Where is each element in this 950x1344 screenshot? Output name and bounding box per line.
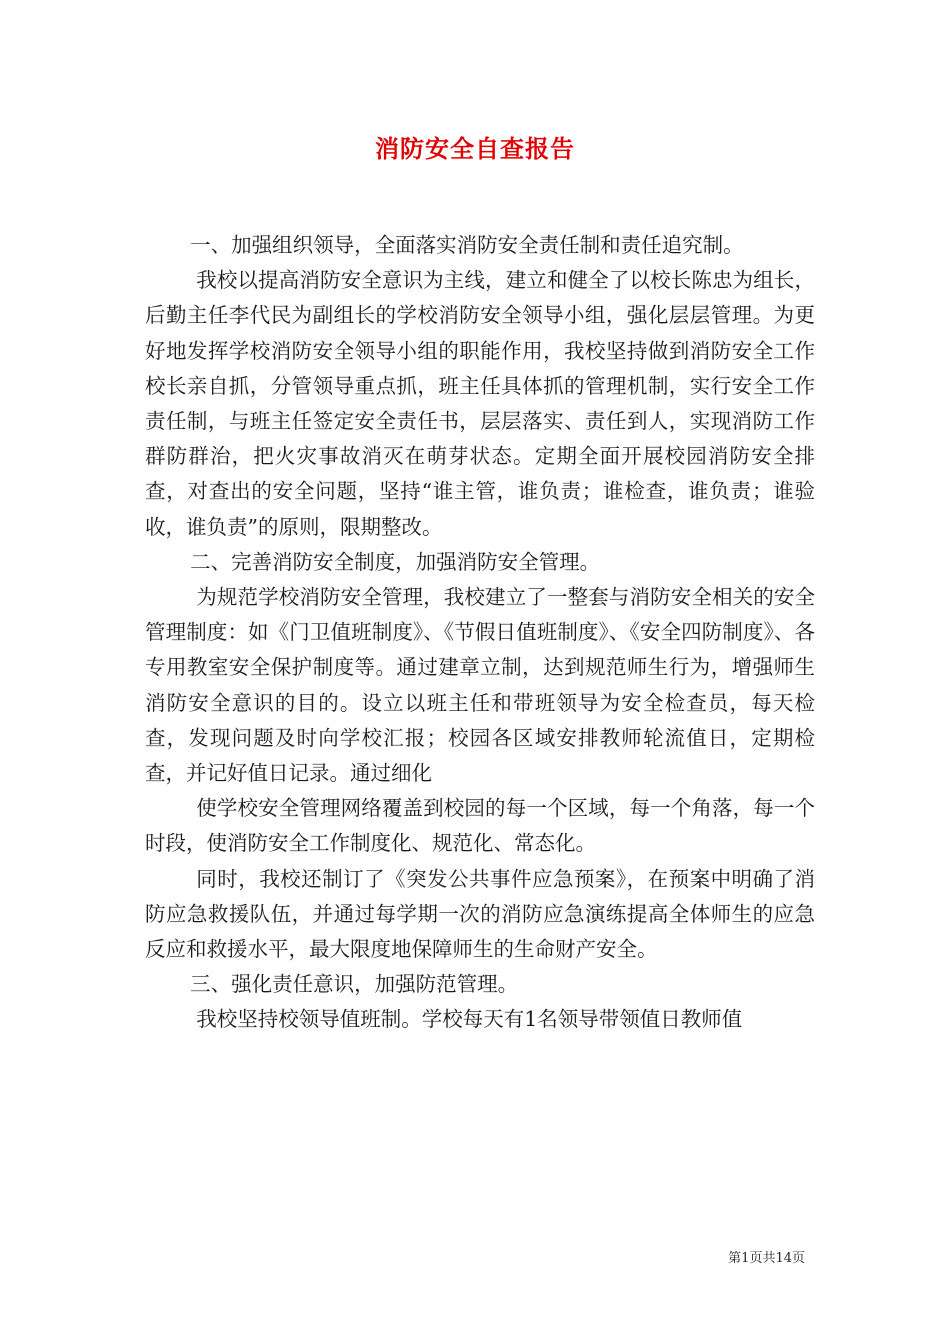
paragraph: 我校以提高消防安全意识为主线，建立和健全了以校长陈忠为组长，后勤主任李代民为副组长的学校消防安全领导小组，强化层层管理。为更好地发挥学校消防安全领导小组的职能作用，我校坚持做到消防安全工作校长亲自抓，分管领导重点抓，班主任具体抓的管理机制，实行安全工作责任制，与班主任签定安全责任书，层层落实、责任到人，实现消防工作群防群治，把火灾事故消灭在萌芽状态。定期全面开展校园消防安全排查，对查出的安全问题，坚持“谁主管，谁负责；谁检查，谁负责；谁验收，谁负责”的原则，限期整改。 [145,268,815,539]
paragraph: 我校坚持校领导值班制。学校每天有1名领导带领值日教师值 [196,1007,743,1032]
section-heading-2: 二、完善消防安全制度，加强消防安全管理。 [190,549,601,574]
paragraph: 使学校安全管理网络覆盖到校园的每一个区域，每一个角落，每一个时段，使消防安全工作制度化、规范化、常态化。 [145,796,815,856]
document-body [145,228,815,1038]
section-heading-1: 一、加强组织领导，全面落实消防安全责任制和责任追究制。 [190,233,744,257]
paragraph: 同时，我校还制订了《突发公共事件应急预案》，在预案中明确了消防应急救援队伍，并通过每学期一次的消防应急演练提高全体师生的应急反应和救援水平，最大限度地保障师生的生命财产安全。 [145,866,815,962]
section-heading-3: 三、强化责任意识，加强防范管理。 [190,972,519,997]
document-title: 消防安全自查报告 [375,135,575,163]
paragraph: 为规范学校消防安全管理，我校建立了一整套与消防安全相关的安全管理制度：如《门卫值班制度》、《节假日值班制度》、《安全四防制度》、各专用教室安全保护制度等。通过建章立制，达到规范师生行为，增强师生消防安全意识的目的。设立以班主任和带班领导为安全检查员，每天检查，发现问题及时向学校汇报；校园各区域安排教师轮流值日，定期检查，并记好值日记录。通过细化 [145,585,815,786]
page-number: 第1页共14页 [728,1251,805,1266]
